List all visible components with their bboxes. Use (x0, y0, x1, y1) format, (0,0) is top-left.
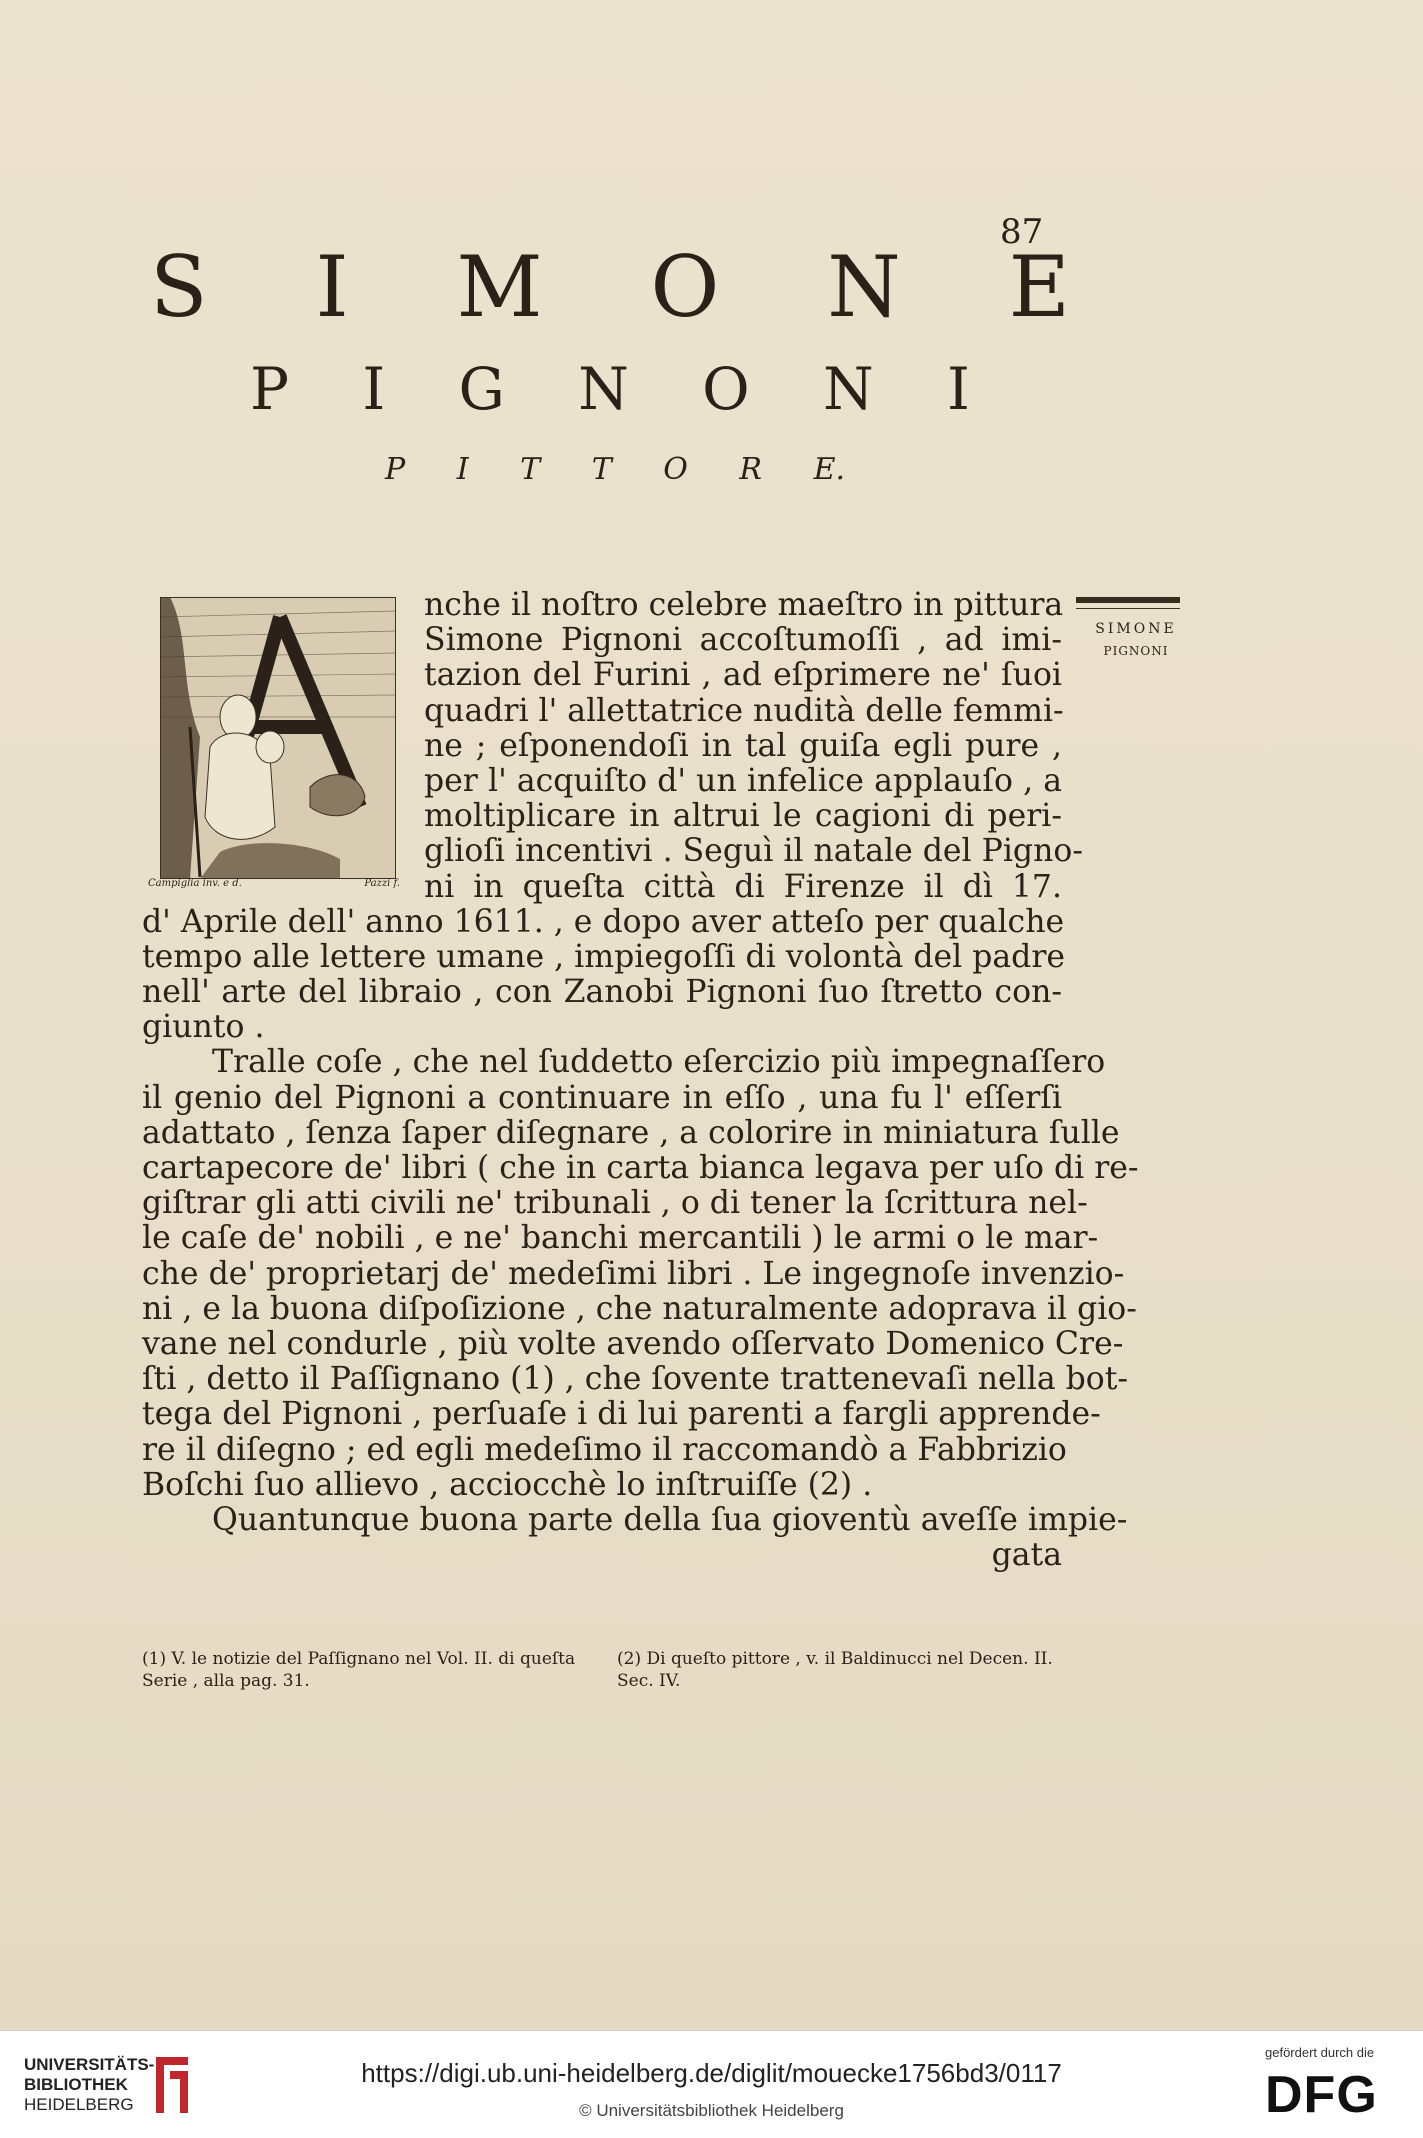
text-line: ni , e la buona diſpoſizione , che naturalmente adoprava il gio- (142, 1290, 1137, 1327)
library-name-line1: UNIVERSITÄTS- (24, 2055, 155, 2074)
text-line: vane nel condurle , più volte avendo oſſervato Domenico Cre- (142, 1325, 1124, 1362)
text-line: re il diſegno ; ed egli medeſimo il raccomandò a Fabbrizio (142, 1431, 1067, 1468)
title-line2-letter: I (947, 355, 970, 423)
title-line-pittore (385, 452, 845, 487)
dfg-logo[interactable]: DFG (1265, 2066, 1378, 2124)
title-line3-letter: P (385, 452, 406, 487)
title-line1-letter: I (315, 238, 349, 336)
title-line2-letter: N (823, 355, 874, 423)
title-line2-letter: N (578, 355, 629, 423)
engraving-caption-right: Pazzi f. (364, 878, 400, 889)
text-line: giunto . (142, 1009, 265, 1046)
text-line: tempo alle lettere umane , impiegoſſi di volontà del padre (142, 938, 1066, 975)
margin-note (1076, 618, 1196, 662)
title-line-simone (150, 238, 1070, 336)
footnotes (142, 1648, 1062, 1692)
body-text (142, 587, 1139, 1574)
footnote-1: (1) V. le notizie del Paſſignano nel Vol. II. di queſta Serie , alla pag. 31. (142, 1649, 576, 1691)
dfg-caption: gefördert durch die (1265, 2045, 1375, 2060)
engraving-caption-left: Campiglia inv. e d. (148, 878, 242, 889)
margin-note-line1: SIMONE (1095, 621, 1177, 637)
title-line2-letter: P (250, 355, 290, 423)
text-line: Boſchi ſuo allievo , acciocchè lo inſtruiſſe (2) . (142, 1466, 873, 1503)
copyright-notice: © Universitätsbibliothek Heidelberg (579, 2101, 844, 2120)
title-line3-letter: E. (813, 452, 845, 487)
text-line: nche il noſtro celebre maeſtro in pittura (424, 587, 1064, 623)
text-line: adattato , ſenza ſaper diſegnare , a colorire in miniatura ſulle (142, 1114, 1120, 1151)
text-line: le caſe de' nobili , e ne' banchi mercantili ) le armi o le mar- (142, 1220, 1099, 1257)
title-line-pignoni (250, 355, 970, 423)
page-number: 87 (1000, 212, 1044, 252)
title-line1-letter: N (827, 238, 901, 336)
text-line: ſti , detto il Paſſignano (1) , che ſovente trattenevaſi nella bot- (142, 1361, 1129, 1398)
text-line: Tralle coſe , che nel ſuddetto eſercizio più impegnaſſero (212, 1044, 1106, 1081)
permalink-url[interactable]: https://digi.ub.uni-heidelberg.de/diglit/mouecke1756bd3/0117 (361, 2058, 1062, 2088)
title-line2-letter: O (702, 355, 750, 423)
title-line1-letter: M (456, 238, 543, 336)
title-line2-letter: G (458, 355, 505, 423)
title-line3-letter: I (456, 452, 469, 487)
text-line: che de' proprietarj de' medeſimi libri . Le ingegnoſe invenzio- (142, 1255, 1125, 1292)
footnote-2: (2) Di queſto pittore , v. il Baldinucci nel Decen. II. Sec. IV. (617, 1649, 1053, 1691)
title-line1-letter: S (150, 238, 208, 336)
text-line: quadri l' allettatrice nudità delle femmi- (424, 692, 1064, 729)
title-line3-letter: T (520, 452, 541, 487)
text-line: ne ; eſponendoſi in tal guiſa egli pure , (424, 727, 1062, 764)
title-line1-letter: E (1008, 238, 1070, 336)
library-name-line2: BIBLIOTHEK (24, 2075, 128, 2094)
title-line3-letter: T (591, 452, 612, 487)
text-line: Simone Pignoni accoſtumoſſi , ad imi- (424, 622, 1062, 659)
text-line: cartapecore de' libri ( che in carta bianca legava per uſo di re- (142, 1150, 1139, 1186)
text-line: glioſi incentivi . Seguì il natale del Pigno- (424, 833, 1083, 870)
title-line3-letter: O (663, 452, 688, 487)
title-line3-letter: R (739, 452, 763, 487)
library-name-line3: HEIDELBERG (24, 2095, 134, 2114)
margin-rule (1076, 597, 1180, 603)
text-line: nell' arte del libraio , con Zanobi Pignoni ſuo ſtretto con- (142, 974, 1062, 1011)
text-line: tega del Pignoni , perſuaſe i di lui parenti a fargli apprende- (142, 1396, 1101, 1433)
text-line: per l' acquiſto d' un infelice applauſo , a (424, 762, 1062, 799)
text-line: moltiplicare in altrui le cagioni di peri- (424, 798, 1062, 835)
text-line: giſtrar gli atti civili ne' tribunali , o di tener la ſcrittura nel- (142, 1185, 1088, 1222)
text-line: tazion del Furini , ad eſprimere ne' ſuoi (424, 657, 1062, 694)
viewer-footer (0, 2030, 1423, 2138)
title-line2-letter: I (362, 355, 386, 423)
text-line: ni in queſta città di Firenze il dì 17. (424, 868, 1062, 905)
title-line1-letter: O (650, 238, 720, 336)
text-line: gata (991, 1537, 1062, 1574)
text-line: il genio del Pignoni a continuare in eſſo , una fu l' eſſerſi (142, 1079, 1062, 1116)
margin-note-line2: PIGNONI (1103, 644, 1169, 658)
text-line: Quantunque buona parte della ſua gioventù aveſſe impie- (212, 1501, 1128, 1538)
margin-rule-thin (1076, 608, 1180, 609)
text-line: d' Aprile dell' anno 1611. , e dopo aver atteſo per qualche (142, 903, 1065, 940)
